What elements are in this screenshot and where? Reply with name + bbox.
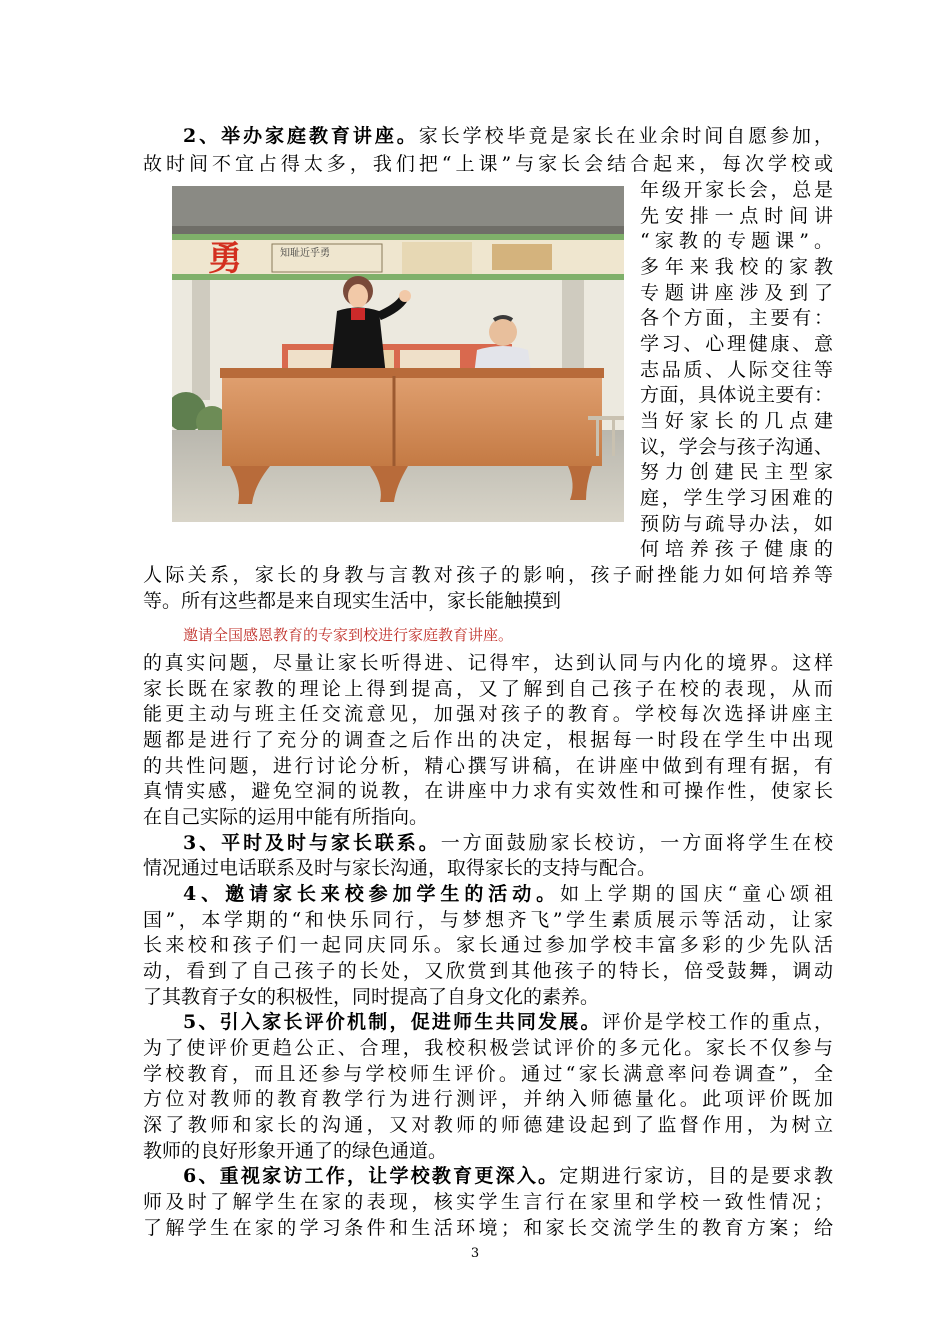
para3-line-1: 3、平时及时与家长联系。一方面鼓励家长校访，一方面将学生在校 bbox=[183, 832, 833, 854]
para3-line-2: 情况通过电话联系及时与家长沟通，取得家长的支持与配合。 bbox=[143, 857, 657, 879]
para2-line-12: 当好家长的几点建 bbox=[640, 410, 833, 432]
para2-line-4: 先安排一点时间讲 bbox=[640, 205, 833, 227]
para2-cont-line-3: 能更主动与班主任交流意见，加强对孩子的教育。学校每次选择讲座主 bbox=[143, 703, 833, 725]
para2-line-17: 何培养孩子健康的 bbox=[640, 538, 833, 560]
para2-line-1: 2、举办家庭教育讲座。家长学校毕竟是家长在业余时间自愿参加， bbox=[183, 125, 833, 147]
svg-text:知耻近乎勇: 知耻近乎勇 bbox=[280, 248, 330, 259]
para6-heading: 6、重视家访工作，让学校教育更深入。 bbox=[183, 1165, 560, 1187]
para2-line-15: 庭，学生学习困难的 bbox=[640, 487, 833, 509]
para5-line-4: 方位对教师的教育教学行为进行测评，并纳入师德量化。此项评价既加 bbox=[143, 1088, 833, 1110]
para2-line-7: 专题讲座涉及到了 bbox=[640, 282, 833, 304]
para5-line-6: 教师的良好形象开通了的绿色通道。 bbox=[143, 1140, 448, 1162]
para6-line-1: 6、重视家访工作，让学校教育更深入。定期进行家访，目的是要求教 bbox=[183, 1165, 833, 1187]
para2-line-10: 志品质、人际交往等 bbox=[640, 359, 833, 381]
para2-line-8: 各个方面，主要有： bbox=[640, 307, 833, 329]
para5-line-2: 为了使评价更趋公正、合理，我校积极尝试评价的多元化。家长不仅参与 bbox=[143, 1037, 833, 1059]
para5-line-1: 5、引入家长评价机制，促进师生共同发展。评价是学校工作的重点， bbox=[183, 1011, 833, 1033]
para2-line-9: 学习、心理健康、意 bbox=[640, 333, 833, 355]
para5-line-5: 深了教师和家长的沟通，又对教师的师德建设起到了监督作用，为树立 bbox=[143, 1114, 833, 1136]
para2-line-16: 预防与疏导办法，如 bbox=[640, 513, 833, 535]
para2-line-19: 等。所有这些都是来自现实生活中，家长能触摸到 bbox=[143, 590, 562, 612]
para5-line-3: 学校教育，而且还参与学校师生评价。通过“家长满意率问卷调查”，全 bbox=[143, 1063, 833, 1085]
para2-cont-line-6: 真情实感，避免空洞的说教，在讲座中力求有实效性和可操作性，使家长 bbox=[143, 780, 833, 802]
para2-line-14: 努力创建民主型家 bbox=[640, 461, 833, 483]
para2-cont-line-5: 的共性问题，进行讨论分析，精心撰写讲稿，在讲座中做到有理有据，有 bbox=[143, 755, 833, 777]
para2-cont-line-1: 的真实问题，尽量让家长听得进、记得牢，达到认同与内化的境界。这样 bbox=[143, 652, 833, 674]
para2-line-18: 人际关系，家长的身教与言教对孩子的影响，孩子耐挫能力如何培养等 bbox=[143, 564, 833, 586]
para6-line-3: 了解学生在家的学习条件和生活环境；和家长交流学生的教育方案；给 bbox=[143, 1217, 833, 1239]
para2-heading: 2、举办家庭教育讲座。 bbox=[183, 125, 419, 147]
para2-line-11: 方面，具体说主要有： bbox=[640, 384, 833, 406]
para2-line-2: 故时间不宜占得太多，我们把“上课”与家长会结合起来，每次学校或 bbox=[143, 153, 833, 175]
para4-line-3: 长来校和孩子们一起同庆同乐。家长通过参加学校丰富多彩的少先队活 bbox=[143, 934, 833, 956]
photo-caption: 邀请全国感恩教育的专家到校进行家庭教育讲座。 bbox=[183, 626, 514, 644]
para6-line-2: 师及时了解学生在家的表现，核实学生言行在家里和学校一致性情况； bbox=[143, 1191, 833, 1213]
para4-line-1: 4、邀请家长来校参加学生的活动。如上学期的国庆“童心颂祖 bbox=[183, 883, 833, 905]
para2-line-5: “家教的专题课”。 bbox=[640, 230, 833, 252]
para4-heading: 4、邀请家长来校参加学生的活动。 bbox=[183, 883, 561, 905]
para2-cont-line-7: 在自己实际的运用中能有所指向。 bbox=[143, 806, 429, 828]
para4-line-2: 国”，本学期的“和快乐同行，与梦想齐飞”学生素质展示等活动，让家 bbox=[143, 909, 833, 931]
para5-heading: 5、引入家长评价机制，促进师生共同发展。 bbox=[183, 1011, 602, 1033]
para2-line-3: 年级开家长会，总是 bbox=[640, 179, 833, 201]
photo-lecture-icon bbox=[172, 186, 624, 522]
para2-cont-line-4: 题都是进行了充分的调查之后作出的决定，根据每一时段在学生中出现 bbox=[143, 729, 833, 751]
para4-line-4: 动，看到了自己孩子的长处，又欣赏到其他孩子的特长，倍受鼓舞，调动 bbox=[143, 960, 833, 982]
para2-line-6: 多年来我校的家教 bbox=[640, 256, 833, 278]
para3-heading: 3、平时及时与家长联系。 bbox=[183, 832, 441, 854]
para4-line-5: 了其教育子女的积极性，同时提高了自身文化的素养。 bbox=[143, 986, 600, 1008]
svg-text:勇: 勇 bbox=[208, 239, 242, 279]
para2-line-13: 议，学会与孩子沟通、 bbox=[640, 436, 833, 458]
lecture-photo bbox=[172, 186, 624, 522]
page-number: 3 bbox=[470, 1246, 480, 1261]
para2-cont-line-2: 家长既在家教的理论上得到提高，又了解到自己孩子在校的表现，从而 bbox=[143, 678, 833, 700]
